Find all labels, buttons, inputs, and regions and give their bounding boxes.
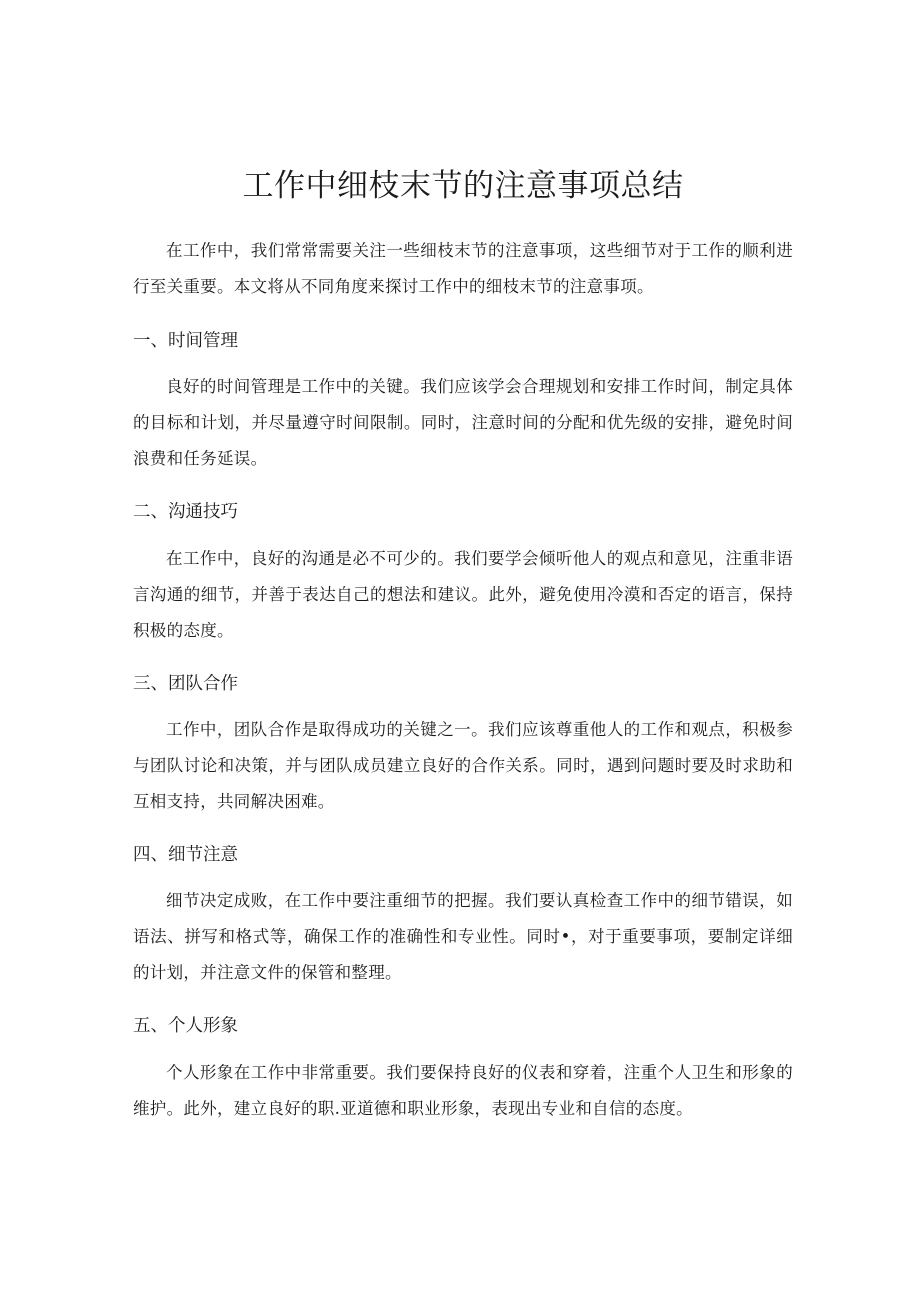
document-title: 工作中细枝末节的注意事项总结 [242,168,684,204]
section-body-communication: 在工作中，良好的沟通是必不可少的。我们要学会倾听他人的观点和意见，注重非语言沟通的细节，并善于表达自己的想法和建议。此外，避免使用冷漠和否定的语言，保持积极的态度。 [133,549,793,640]
section-body-teamwork: 工作中，团队合作是取得成功的关键之一。我们应该尊重他人的工作和观点，积极参与团队讨论和决策，并与团队成员建立良好的合作关系。同时，遇到问题时要及时求助和互相支持，共同解决困难。 [133,720,793,811]
section-heading-personal-image: 五、个人形象 [133,1016,238,1036]
section-heading-details: 四、细节注意 [133,845,238,865]
section-body-time-management: 良好的时间管理是工作中的关键。我们应该学会合理规划和安排工作时间，制定具体的目标和计划，并尽量遵守时间限制。同时，注意时间的分配和优先级的安排，避免时间浪费和任务延误。 [133,377,793,468]
section-heading-communication: 二、沟通技巧 [133,502,238,522]
section-body-details: 细节决定成败，在工作中要注重细节的把握。我们要认真检查工作中的细节错误，如语法、拼写和格式等，确保工作的准确性和专业性。同时•，对于重要事项，要制定详细的计划，并注意文件的保管和整理。 [133,891,793,982]
section-body-personal-image: 个人形象在工作中非常重要。我们要保持良好的仪表和穿着，注重个人卫生和形象的维护。此外，建立良好的职.亚道德和职业形象，表现出专业和自信的态度。 [133,1063,793,1118]
section-heading-time-management: 一、时间管理 [133,331,238,351]
intro-paragraph: 在工作中，我们常常需要关注一些细枝末节的注意事项，这些细节对于工作的顺利进行至关重要。本文将从不同角度来探讨工作中的细枝末节的注意事项。 [133,241,793,296]
section-heading-teamwork: 三、团队合作 [133,674,238,694]
